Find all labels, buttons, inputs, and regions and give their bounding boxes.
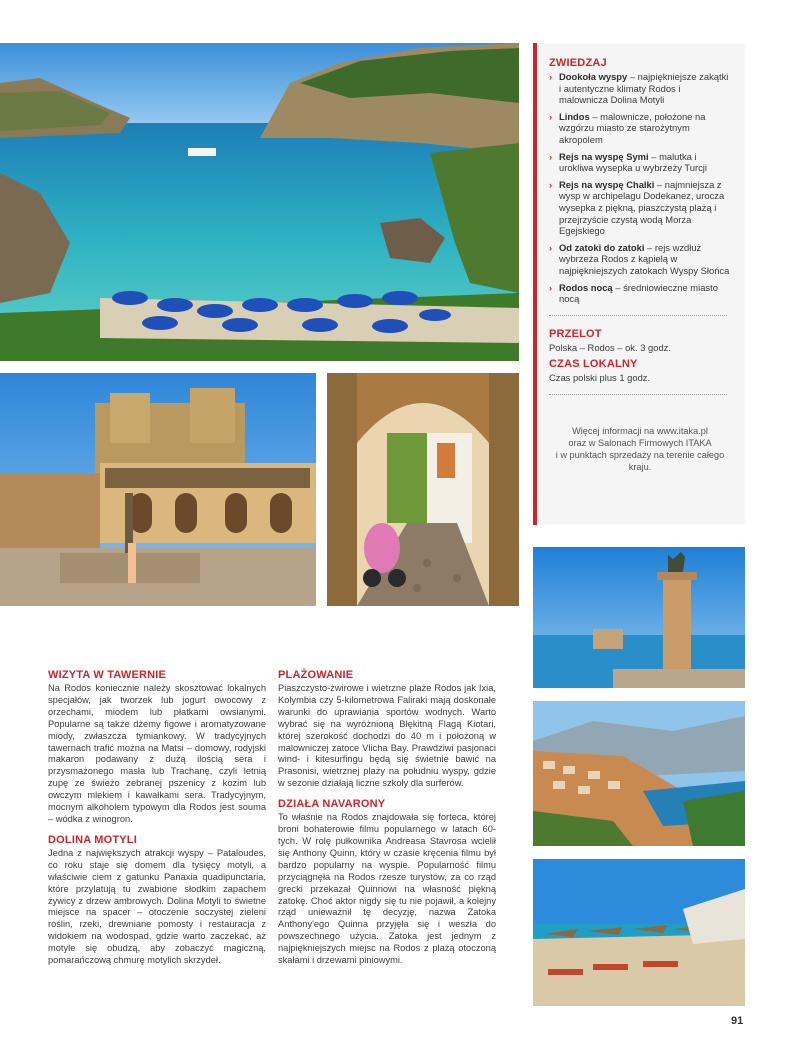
excursion-text: – najmniejsza z wysp w archipelagu Dodekanez, urocza wysepka z piękną, piaszczystą plażą i przejrzyście czystą wodą Morza Egejskiego [559, 178, 725, 237]
chevron-right-icon: › [549, 150, 553, 162]
info-line: oraz w Salonach Firmowych ITAKA [568, 437, 712, 448]
wizyta-heading: WIZYTA W TAWERNIE [48, 669, 167, 681]
divider [549, 394, 727, 395]
chevron-right-icon: › [549, 110, 553, 122]
info-line: Więcej informacji na www.itaka.pl [572, 425, 708, 436]
photo-old-town-alley [327, 373, 519, 606]
photo-hippocrates-square [0, 373, 316, 606]
info-sidebar [533, 43, 745, 525]
navarony-heading: DZIAŁA NAVARONY [278, 798, 386, 811]
excursion-text: – średniowieczne miasto nocą [559, 281, 718, 305]
excursion-title: Rejs na wyspę Symi [559, 150, 649, 162]
excursion-title: Dookoła wyspy [559, 71, 628, 82]
article-column-right [278, 669, 496, 975]
plazowanie-heading: PLAŻOWANIE [278, 669, 354, 681]
excursion-text: – malutka i urokliwa wysepka u wybrzeży Turcji [559, 150, 707, 174]
wizyta-text: Na Rodos koniecznie należy skosztować lokalnych specjałów, jak tworzek lub jogurt owocowy z orzechami, miodem lub płatkami owsianymi. Popularne są także dżemy figowe i aromatyzowane miody, zwłaszcza tymiankowy. W tradycyjnych tawernach trafić można na Matsi – domowy, rodyjski makaron podawany z dużą ilością sera i przysmażonego masła lub Trachanę, czyli letnią zupę ze świeżo zebranej pszenicy z kozim lub owczym mlekiem i kawałkami sera. Tradycyjnym, mocnym alkoholem typowym dla Rodos jest souma – wódka z winogron. [48, 683, 266, 824]
excursion-text: – rejs wzdłuż wybrzeża Rodos z kąpielą w najpiękniejszych zatokach Wyspy Słońca [559, 241, 730, 276]
excursion-item [549, 111, 731, 146]
chevron-right-icon: › [549, 281, 553, 293]
excursion-item [549, 71, 731, 106]
przelot-heading: PRZELOT [549, 327, 602, 340]
navarony-text: To właśnie na Rodos znajdowała się forteca, której broni bohaterowie filmu popularnego w latach 60-tych. W rolę pułkownika Andreasa Stavrosa wcielił się Anthony Quinn, który w czasie kręcenia filmu był bardzo popularny na wyspie. Popularność filmu przyciągnęła na Rodos rzesze turystów, za co rząd grecki przekazał Quinnowi na własność piękną zatokę. Choć aktor nigdy się tu nie pojawił, a kolejny rząd unieważnił tę decyzję, nazwa Zatoka Anthony'ego Quinna przyjęła się i weszła do powszechnego użycia. Zatoka jest jednym z najpiękniejszych miejsc na Rodos z plażą otoczoną skałami i drzewami piniowymi. [278, 812, 496, 966]
page-number: 91 [731, 1015, 744, 1027]
czas-lokalny-heading: CZAS LOKALNY [549, 357, 638, 370]
chevron-right-icon: › [549, 71, 553, 82]
przelot-text: Polska – Rodos – ok. 3 godz. [549, 341, 671, 353]
article-column-left [48, 669, 266, 975]
excursion-title: Od zatoki do zatoki [559, 241, 645, 253]
chevron-right-icon: › [549, 178, 553, 190]
excursion-title: Lindos [559, 110, 590, 122]
chevron-right-icon: › [549, 241, 553, 253]
photo-mandraki-harbour-deer [533, 547, 745, 688]
dolina-heading: DOLINA MOTYLI [48, 833, 137, 846]
excursion-text: – malownicze, położone na wzgórzu miasto ze starożytnym akropolem [559, 110, 706, 145]
dolina-text: Jedna z największych atrakcji wyspy – Pataloudes, co roku staje się domem dla tysięcy motyli, a właściwie ciem z gatunku Panaxia quadipunctaria, które przylatują tu zwabione słodkim zapachem żywicy z drzew ambrowych. Dolina Motyli to świetne miejsce na spacer – otoczenie soczystej zieleni roślin, rzeki, drewniane pomosty i restauracja z widokiem na wodospad, gdzie warto zaczekać, aż motyle się obudzą, aby zobaczyć magiczną, pomarańczową chmurę motylich skrzydeł. [48, 847, 266, 966]
divider [549, 315, 727, 316]
excursion-item [549, 151, 731, 174]
excursion-item [549, 282, 731, 305]
photo-bay-umbrellas [0, 43, 519, 361]
excursion-item [549, 179, 731, 237]
excursion-title: Rejs na wyspę Chalki [559, 178, 655, 190]
zwiedzaj-heading: ZWIEDZAJ [549, 57, 607, 69]
photo-symi-island [533, 701, 745, 846]
plazowanie-text: Piaszczysto-żwirowe i wietrzne plaże Rodos jak Ixia, Kolymbia czy 5-kilometrowa Faliraki mają doskonałe warunki do uprawiania sportów wodnych. Warto wybrać się na wyróżnioną Błękitną Flagą Kiotari, której szerokość dochodzi do 40 m i położoną w malowniczej zatoce Vlicha Bay. Prawdziwi pasjonaci wind- i kitesurfingu będą się świetnie bawić na Prasonisi, wietrznej plaży na południu wyspy, gdzie w sezonie działają liczne szkoły dla surferów. [278, 683, 496, 789]
photo-beach-umbrellas [533, 859, 745, 1006]
excursion-title: Rodos nocą [559, 281, 613, 293]
czas-lokalny-text: Czas polski plus 1 godz. [549, 371, 651, 383]
info-line: i w punktach sprzedaży na terenie całego kraju. [555, 449, 725, 472]
excursion-text: – najpiękniejsze zakątki i autentyczne klimaty Rodos i malownicza Dolina Motyli [559, 71, 729, 106]
more-info-note [549, 425, 731, 473]
excursion-item [549, 242, 731, 277]
excursion-list [549, 71, 731, 305]
